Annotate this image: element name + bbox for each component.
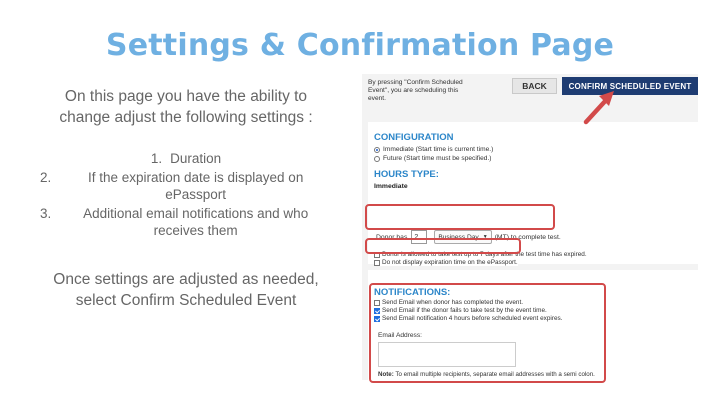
donor-prefix: Donor has	[376, 233, 408, 241]
highlight-duration	[365, 204, 555, 230]
duration-unit-value: Business Day	[438, 233, 479, 241]
email-label: Email Address:	[378, 332, 422, 339]
duration-count-input[interactable]: 2	[411, 230, 427, 244]
header-note: By pressing "Confirm Scheduled Event", you are scheduling this event.	[368, 79, 463, 102]
list-item	[40, 150, 332, 167]
list-text: If the expiration date is displayed on ePassport	[87, 170, 304, 202]
list-number: 1.	[150, 151, 163, 166]
radio-label: Future (Start time must be specified.)	[383, 155, 492, 162]
highlight-notifications	[369, 283, 606, 383]
list-text: Additional email notifications and who receives them	[83, 206, 309, 238]
radio-future[interactable]	[374, 155, 491, 162]
back-button[interactable]: BACK	[512, 78, 557, 94]
list-text: Duration	[170, 151, 222, 166]
radio-selected-icon[interactable]	[374, 147, 380, 153]
list-number: 2.	[40, 170, 52, 185]
checkbox-label: Send Email notification 4 hours before scheduled event expires.	[382, 315, 563, 322]
settings-list	[40, 150, 332, 239]
notifications-heading: NOTIFICATIONS:	[374, 287, 451, 298]
intro-text: On this page you have the ability to change adjust the following settings :	[59, 88, 313, 126]
pointer-arrow-icon	[580, 88, 620, 128]
list-item	[40, 205, 332, 239]
configuration-heading: CONFIGURATION	[374, 132, 454, 143]
checkbox-label: Donor is allowed to take test up to 7 days after the test time has expired.	[382, 251, 587, 258]
hours-type-heading: HOURS TYPE:	[374, 169, 439, 180]
checkbox-icon[interactable]	[374, 260, 380, 266]
instructions-panel	[40, 86, 332, 311]
radio-unselected-icon[interactable]	[374, 156, 380, 162]
outro-text: Once settings are adjusted as needed, select Confirm Scheduled Event	[53, 271, 319, 309]
confirm-scheduled-event-button[interactable]: CONFIRM SCHEDULED EVENT	[562, 77, 698, 95]
hours-type-value: Immediate	[374, 183, 408, 190]
checkbox-label: Send Email when donor has completed the event.	[382, 299, 524, 306]
list-item	[40, 169, 332, 203]
highlight-expiration	[365, 238, 521, 254]
no-expiration-option[interactable]	[374, 259, 518, 266]
list-number: 3.	[40, 206, 52, 221]
radio-immediate[interactable]	[374, 146, 493, 153]
note-label: Note:	[378, 371, 394, 378]
note-text: To email multiple recipients, separate email addresses with a semi colon.	[393, 371, 595, 378]
chevron-down-icon: ▼	[482, 234, 488, 240]
donor-suffix: (MT) to complete test.	[494, 233, 561, 241]
checkbox-label: Send Email if the donor fails to take test by the event time.	[382, 307, 547, 314]
radio-label: Immediate (Start time is current time.)	[383, 146, 494, 153]
checkbox-label: Do not display expiration time on the ePassport.	[382, 259, 518, 266]
slide-title: Settings & Confirmation Page	[105, 28, 615, 63]
